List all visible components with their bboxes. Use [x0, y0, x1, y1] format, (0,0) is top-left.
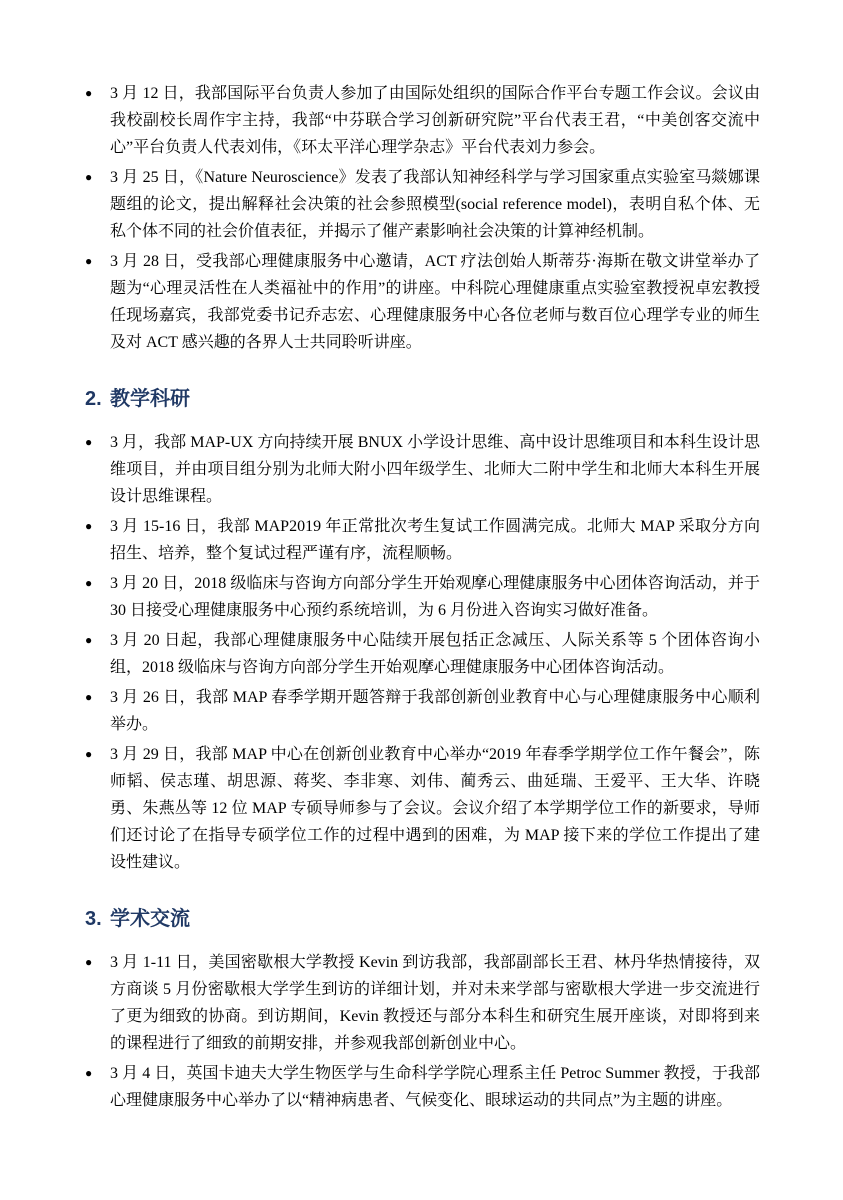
list-item — [85, 80, 760, 161]
item-text: 3 月 29 日，我部 MAP 中心在创新创业教育中心举办“2019 年春季学期学位工作午餐会”，陈师韬、侯志瑾、胡思源、蒋奖、李非寒、刘伟、蔺秀云、曲延瑞、王爱平、王大华、许晓勇、朱燕丛等 12 位 MAP 专硕导师参与了会议。会议介绍了本学期学位工作的新要求，导师们还讨论了在指导专硕学位工作的过程中遇到的困难，为 MAP 接下来的学位工作提出了建设性建议。 — [110, 746, 760, 871]
item-text: 3 月 20 日起，我部心理健康服务中心陆续开展包括正念减压、人际关系等 5 个团体咨询小组，2018 级临床与咨询方向部分学生开始观摩心理健康服务中心团体咨询活动。 — [110, 632, 760, 676]
list-item — [85, 429, 760, 510]
item-text: 3 月 1-11 日，美国密歇根大学教授 Kevin 到访我部，我部副部长王君、林丹华热情接待，双方商谈 5 月份密歇根大学学生到访的详细计划，并对未来学部与密歇根大学进一步交流进行了更为细致的协商。到访期间，Kevin 教授还与部分本科生和研究生展开座谈，对即将到来的课程进行了细致的前期安排，并参观我部创新创业中心。 — [110, 954, 760, 1052]
item-text: 3 月 15-16 日，我部 MAP2019 年正常批次考生复试工作圆满完成。北师大 MAP 采取分方向招生、培养，整个复试过程严谨有序，流程顺畅。 — [110, 518, 760, 562]
bullet-icon: ● — [85, 747, 93, 761]
section-international-continuation — [85, 80, 760, 356]
item-text: 3 月 4 日，英国卡迪夫大学生物医学与生命科学学院心理系主任 Petroc Summer 教授，于我部心理健康服务中心举办了以“精神病患者、气候变化、眼球运动的共同点”为主题的讲座。 — [110, 1065, 760, 1109]
item-text: 3 月 26 日，我部 MAP 春季学期开题答辩于我部创新创业教育中心与心理健康服务中心顺利举办。 — [110, 689, 760, 733]
list-item — [85, 949, 760, 1057]
bullet-icon: ● — [85, 690, 93, 704]
bullet-icon: ● — [85, 435, 93, 449]
section-number: 2. — [85, 388, 102, 410]
bullet-icon: ● — [85, 519, 93, 533]
list-item — [85, 570, 760, 624]
bullet-icon: ● — [85, 576, 93, 590]
item-text: 3 月 28 日，受我部心理健康服务中心邀请，ACT 疗法创始人斯蒂芬·海斯在敬文讲堂举办了题为“心理灵活性在人类福祉中的作用”的讲座。中科院心理健康重点实验室教授祝卓宏教授任现场嘉宾，我部党委书记乔志宏、心理健康服务中心各位老师与数百位心理学专业的师生及对 ACT 感兴趣的各界人士共同聆听讲座。 — [110, 253, 760, 351]
section-title: 教学科研 — [110, 388, 190, 410]
section-number: 3. — [85, 908, 102, 930]
item-text: 3 月 25 日，《Nature Neuroscience》发表了我部认知神经科学与学习国家重点实验室马燚娜课题组的论文，提出解释社会决策的社会参照模型(social reference model)，表明自私个体、无私个体不同的社会价值表征，并揭示了催产素影响社会决策的计算神经机制。 — [110, 169, 760, 240]
bullet-list — [85, 949, 760, 1114]
bullet-icon: ● — [85, 633, 93, 647]
bullet-icon: ● — [85, 1066, 93, 1080]
section-academic-exchange — [85, 907, 760, 1114]
item-text: 3 月 12 日，我部国际平台负责人参加了由国际处组织的国际合作平台专题工作会议。会议由我校副校长周作宇主持，我部“中芬联合学习创新研究院”平台代表王君，“中美创客交流中心”平台负责人代表刘伟，《环太平洋心理学杂志》平台代表刘力参会。 — [110, 85, 760, 156]
list-item — [85, 164, 760, 245]
section-title: 学术交流 — [110, 908, 190, 930]
bullet-icon: ● — [85, 170, 93, 184]
list-item — [85, 741, 760, 876]
bullet-list — [85, 80, 760, 356]
section-teaching-research — [85, 387, 760, 876]
item-text: 3 月，我部 MAP-UX 方向持续开展 BNUX 小学设计思维、高中设计思维项目和本科生设计思维项目，并由项目组分别为北师大附小四年级学生、北师大二附中学生和北师大本科生开展设计思维课程。 — [110, 434, 760, 505]
list-item — [85, 1060, 760, 1114]
bullet-icon: ● — [85, 86, 93, 100]
list-item — [85, 627, 760, 681]
section-heading — [85, 907, 760, 932]
list-item — [85, 248, 760, 356]
list-item — [85, 684, 760, 738]
item-text: 3 月 20 日，2018 级临床与咨询方向部分学生开始观摩心理健康服务中心团体咨询活动，并于 30 日接受心理健康服务中心预约系统培训，为 6 月份进入咨询实习做好准备。 — [110, 575, 760, 619]
list-item — [85, 513, 760, 567]
bullet-icon: ● — [85, 254, 93, 268]
bullet-list — [85, 429, 760, 876]
bullet-icon: ● — [85, 955, 93, 969]
section-heading — [85, 387, 760, 412]
